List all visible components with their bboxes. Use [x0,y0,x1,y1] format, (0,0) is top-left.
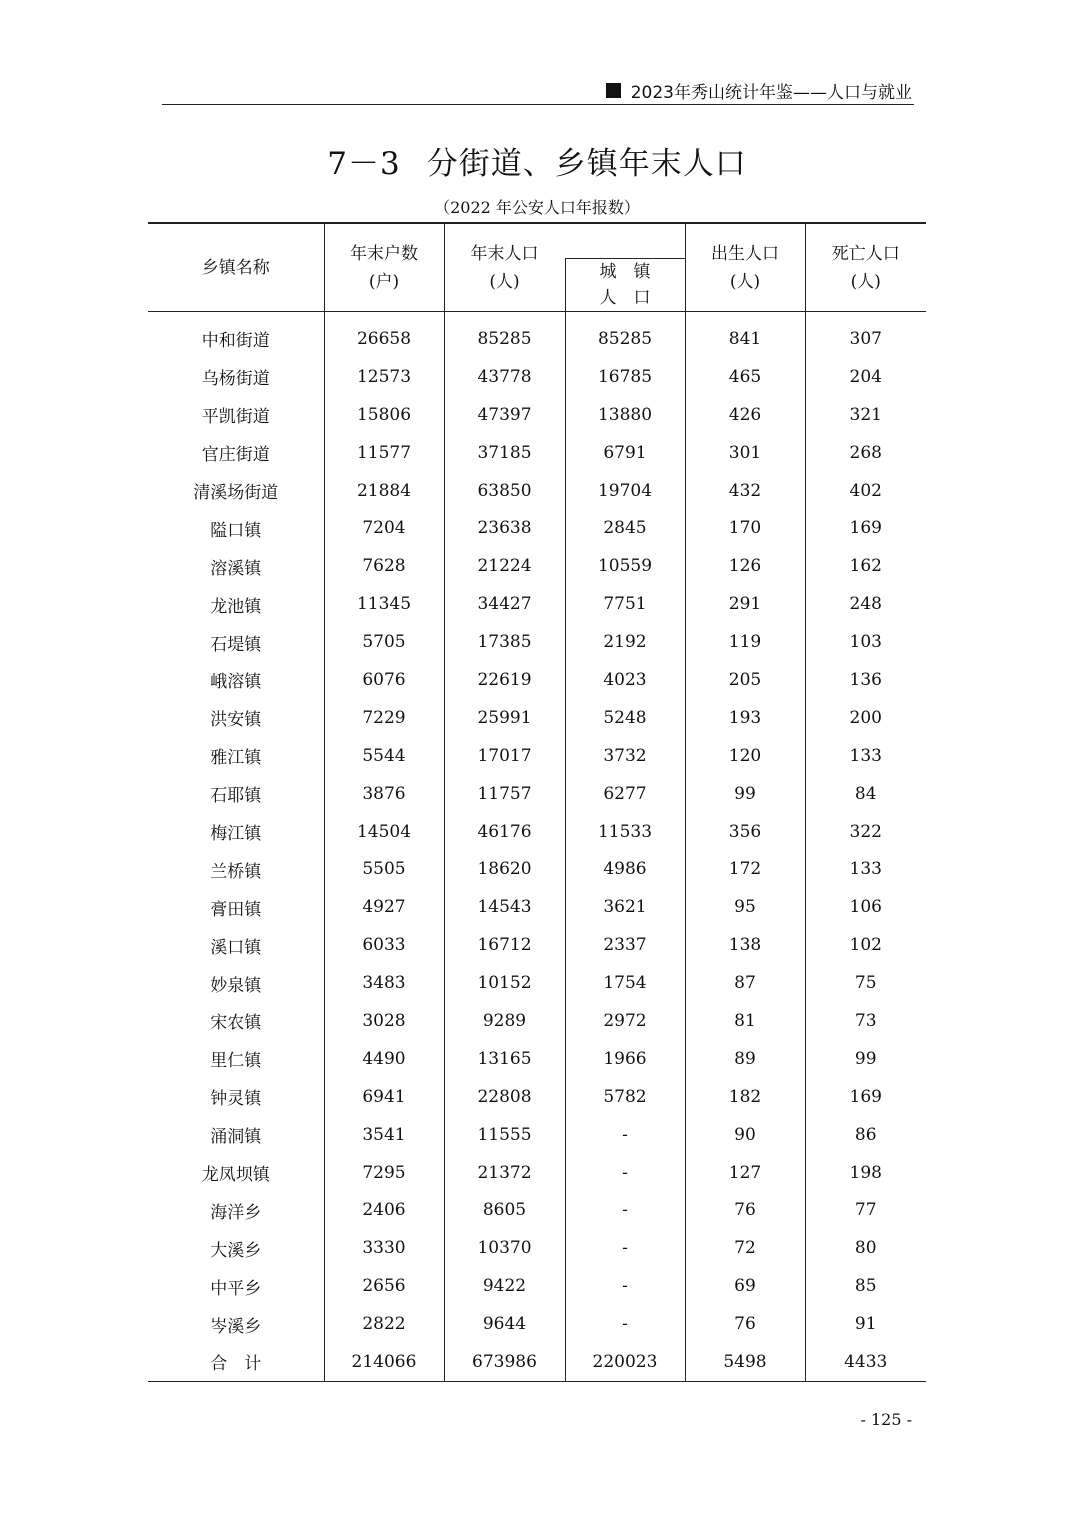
cell-urban-population: 5248 [565,699,685,737]
cell-population: 85285 [444,312,565,358]
cell-households: 2406 [324,1191,444,1229]
cell-population: 17017 [444,737,565,775]
cell-households: 7229 [324,699,444,737]
header-urban-line1: 城 镇 [599,262,651,282]
cell-deaths: 106 [805,888,926,926]
cell-town-name: 龙凤坝镇 [201,1165,270,1186]
cell-urban-population: - [565,1116,685,1154]
cell-urban-population: - [565,1267,685,1305]
page-number: - 125 - [860,1410,912,1429]
header-deaths-unit: (人) [850,271,881,292]
table-row [148,434,926,472]
header-births [685,223,805,312]
population-table [148,222,926,1382]
cell-households: 21884 [324,472,444,510]
running-header-text: 2023年秀山统计年鉴——人口与就业 [630,83,912,103]
cell-births: 126 [685,547,805,585]
header-households-label: 年末户数 [350,243,418,264]
table-row [148,1116,926,1154]
cell-households: 2822 [324,1305,444,1343]
cell-urban-population: 19704 [565,472,685,510]
cell-births: 182 [685,1078,805,1116]
cell-town-name: 官庄街道 [201,445,270,466]
cell-births: 87 [685,964,805,1002]
cell-urban-population: 6791 [565,434,685,472]
table-row [148,472,926,510]
cell-households: 4490 [324,1040,444,1078]
cell-deaths: 204 [805,358,926,396]
cell-households: 6033 [324,926,444,964]
cell-deaths: 162 [805,547,926,585]
cell-town-name: 中平乡 [210,1278,262,1299]
cell-population: 25991 [444,699,565,737]
table-row [148,813,926,851]
cell-households: 12573 [324,358,444,396]
cell-households: 3330 [324,1229,444,1267]
cell-population: 43778 [444,358,565,396]
cell-urban-population: - [565,1154,685,1192]
cell-urban-population: 10559 [565,547,685,585]
cell-urban-population: 1966 [565,1040,685,1078]
cell-urban-population: 2972 [565,1002,685,1040]
cell-town-name: 钟灵镇 [210,1089,262,1110]
table-title [0,138,1074,183]
cell-deaths: 4433 [805,1343,926,1381]
cell-urban-population: 85285 [565,312,685,358]
cell-population: 17385 [444,623,565,661]
cell-deaths: 322 [805,813,926,851]
cell-population: 9644 [444,1305,565,1343]
table-title-text: 分街道、乡镇年末人口 [426,146,747,182]
cell-population: 9422 [444,1267,565,1305]
cell-urban-population: 3732 [565,737,685,775]
table-row [148,1343,926,1381]
cell-households: 5505 [324,850,444,888]
table-row [148,1002,926,1040]
cell-urban-population: 5782 [565,1078,685,1116]
cell-births: 841 [685,312,805,358]
cell-town-name: 隘口镇 [210,520,262,541]
cell-households: 26658 [324,312,444,358]
running-header [162,76,914,105]
table-row [148,661,926,699]
cell-town-name: 涌洞镇 [210,1127,262,1148]
cell-urban-population: - [565,1229,685,1267]
cell-deaths: 268 [805,434,926,472]
table-row [148,1191,926,1229]
cell-town-name: 岑溪乡 [210,1316,262,1337]
cell-deaths: 248 [805,585,926,623]
table-row [148,623,926,661]
cell-births: 81 [685,1002,805,1040]
table-row [148,1078,926,1116]
table-row [148,547,926,585]
cell-population: 22619 [444,661,565,699]
cell-deaths: 102 [805,926,926,964]
cell-births: 99 [685,775,805,813]
cell-deaths: 84 [805,775,926,813]
cell-households: 4927 [324,888,444,926]
cell-births: 301 [685,434,805,472]
cell-households: 6076 [324,661,444,699]
cell-population: 11555 [444,1116,565,1154]
table-row [148,358,926,396]
cell-urban-population: 6277 [565,775,685,813]
table-row [148,737,926,775]
table-subtitle: （2022 年公安人口年报数） [434,198,640,217]
table-row [148,1267,926,1305]
cell-population: 9289 [444,1002,565,1040]
cell-population: 21224 [444,547,565,585]
cell-town-name: 梅江镇 [210,824,262,845]
cell-urban-population: 4023 [565,661,685,699]
cell-urban-population: 16785 [565,358,685,396]
table-row [148,1229,926,1267]
header-urban-line2: 人 口 [599,288,651,308]
cell-households: 5705 [324,623,444,661]
header-town: 乡镇名称 [201,257,270,278]
cell-deaths: 133 [805,850,926,888]
cell-households: 7295 [324,1154,444,1192]
cell-town-name: 峨溶镇 [210,672,262,693]
cell-urban-population: 3621 [565,888,685,926]
cell-urban-population: 11533 [565,813,685,851]
cell-population: 47397 [444,396,565,434]
cell-deaths: 91 [805,1305,926,1343]
cell-population: 23638 [444,509,565,547]
cell-town-name: 雅江镇 [210,748,262,769]
cell-deaths: 85 [805,1267,926,1305]
table-row [148,1040,926,1078]
cell-births: 76 [685,1305,805,1343]
table-row [148,964,926,1002]
cell-households: 5544 [324,737,444,775]
cell-town-name: 宋农镇 [210,1013,262,1034]
cell-deaths: 73 [805,1002,926,1040]
cell-urban-population: 2337 [565,926,685,964]
cell-births: 170 [685,509,805,547]
cell-population: 16712 [444,926,565,964]
header-population-unit: (人) [489,271,520,292]
cell-births: 127 [685,1154,805,1192]
cell-deaths: 402 [805,472,926,510]
table-row [148,699,926,737]
cell-households: 2656 [324,1267,444,1305]
cell-town-name: 大溪乡 [210,1240,262,1261]
cell-births: 432 [685,472,805,510]
header-households-unit: (户) [368,271,400,292]
header-population [444,223,565,312]
cell-population: 13165 [444,1040,565,1078]
cell-population: 37185 [444,434,565,472]
cell-births: 172 [685,850,805,888]
header-deaths [805,223,926,312]
cell-town-name: 膏田镇 [210,899,262,920]
cell-households: 15806 [324,396,444,434]
cell-households: 3028 [324,1002,444,1040]
cell-households: 11345 [324,585,444,623]
cell-population: 8605 [444,1191,565,1229]
cell-town-name: 洪安镇 [210,710,262,731]
table-row [148,396,926,434]
cell-births: 76 [685,1191,805,1229]
table-row [148,926,926,964]
table-body [148,312,926,1382]
cell-population: 10152 [444,964,565,1002]
cell-births: 5498 [685,1343,805,1381]
cell-population: 22808 [444,1078,565,1116]
cell-births: 69 [685,1267,805,1305]
cell-deaths: 307 [805,312,926,358]
cell-town-name: 溶溪镇 [210,558,262,579]
cell-births: 89 [685,1040,805,1078]
cell-deaths: 103 [805,623,926,661]
cell-deaths: 169 [805,509,926,547]
cell-deaths: 99 [805,1040,926,1078]
cell-households: 11577 [324,434,444,472]
header-urban-spacer [565,223,685,259]
cell-town-name: 中和街道 [201,331,270,352]
cell-urban-population: 220023 [565,1343,685,1381]
cell-population: 21372 [444,1154,565,1192]
cell-town-name: 龙池镇 [210,596,262,617]
header-births-unit: (人) [729,271,761,292]
cell-deaths: 200 [805,699,926,737]
cell-households: 7628 [324,547,444,585]
table-row [148,888,926,926]
header-households [324,223,444,312]
cell-town-name: 合 计 [210,1354,262,1375]
header-deaths-label: 死亡人口 [831,243,900,264]
cell-households: 3541 [324,1116,444,1154]
cell-deaths: 321 [805,396,926,434]
cell-population: 673986 [444,1343,565,1381]
cell-urban-population: - [565,1305,685,1343]
table-row [148,509,926,547]
cell-deaths: 80 [805,1229,926,1267]
cell-births: 465 [685,358,805,396]
cell-town-name: 妙泉镇 [210,975,262,996]
cell-births: 426 [685,396,805,434]
cell-births: 291 [685,585,805,623]
cell-births: 193 [685,699,805,737]
cell-households: 3483 [324,964,444,1002]
cell-urban-population: - [565,1191,685,1229]
table-row [148,850,926,888]
cell-population: 10370 [444,1229,565,1267]
cell-town-name: 乌杨街道 [201,369,270,390]
cell-urban-population: 13880 [565,396,685,434]
table-row [148,312,926,358]
cell-births: 95 [685,888,805,926]
cell-deaths: 77 [805,1191,926,1229]
cell-births: 356 [685,813,805,851]
table-number: 7－3 [327,146,401,182]
header-population-label: 年末人口 [470,243,539,264]
header-urban-population [565,259,685,312]
cell-births: 72 [685,1229,805,1267]
cell-urban-population: 2845 [565,509,685,547]
cell-urban-population: 1754 [565,964,685,1002]
cell-population: 14543 [444,888,565,926]
cell-births: 138 [685,926,805,964]
cell-town-name: 石堤镇 [210,634,262,655]
cell-households: 3876 [324,775,444,813]
cell-births: 119 [685,623,805,661]
cell-population: 63850 [444,472,565,510]
cell-births: 90 [685,1116,805,1154]
cell-town-name: 平凯街道 [201,407,270,428]
cell-population: 34427 [444,585,565,623]
cell-households: 14504 [324,813,444,851]
table-row [148,585,926,623]
cell-town-name: 清溪场街道 [193,483,279,503]
cell-births: 120 [685,737,805,775]
black-square-icon [606,83,621,98]
cell-population: 18620 [444,850,565,888]
table-header [148,223,926,312]
cell-households: 7204 [324,509,444,547]
cell-deaths: 169 [805,1078,926,1116]
cell-births: 205 [685,661,805,699]
cell-urban-population: 2192 [565,623,685,661]
cell-deaths: 75 [805,964,926,1002]
table-row [148,1305,926,1343]
cell-households: 6941 [324,1078,444,1116]
cell-population: 46176 [444,813,565,851]
table-row [148,775,926,813]
cell-deaths: 133 [805,737,926,775]
cell-urban-population: 4986 [565,850,685,888]
cell-town-name: 石耶镇 [210,786,262,807]
running-header-text-wrap [606,78,912,103]
cell-population: 11757 [444,775,565,813]
cell-town-name: 兰桥镇 [210,861,262,882]
cell-town-name: 海洋乡 [210,1202,262,1223]
cell-urban-population: 7751 [565,585,685,623]
cell-town-name: 溪口镇 [210,937,262,958]
cell-deaths: 86 [805,1116,926,1154]
header-births-label: 出生人口 [711,243,779,264]
cell-households: 214066 [324,1343,444,1381]
cell-deaths: 136 [805,661,926,699]
cell-town-name: 里仁镇 [210,1051,262,1072]
table-row [148,1154,926,1192]
cell-deaths: 198 [805,1154,926,1192]
